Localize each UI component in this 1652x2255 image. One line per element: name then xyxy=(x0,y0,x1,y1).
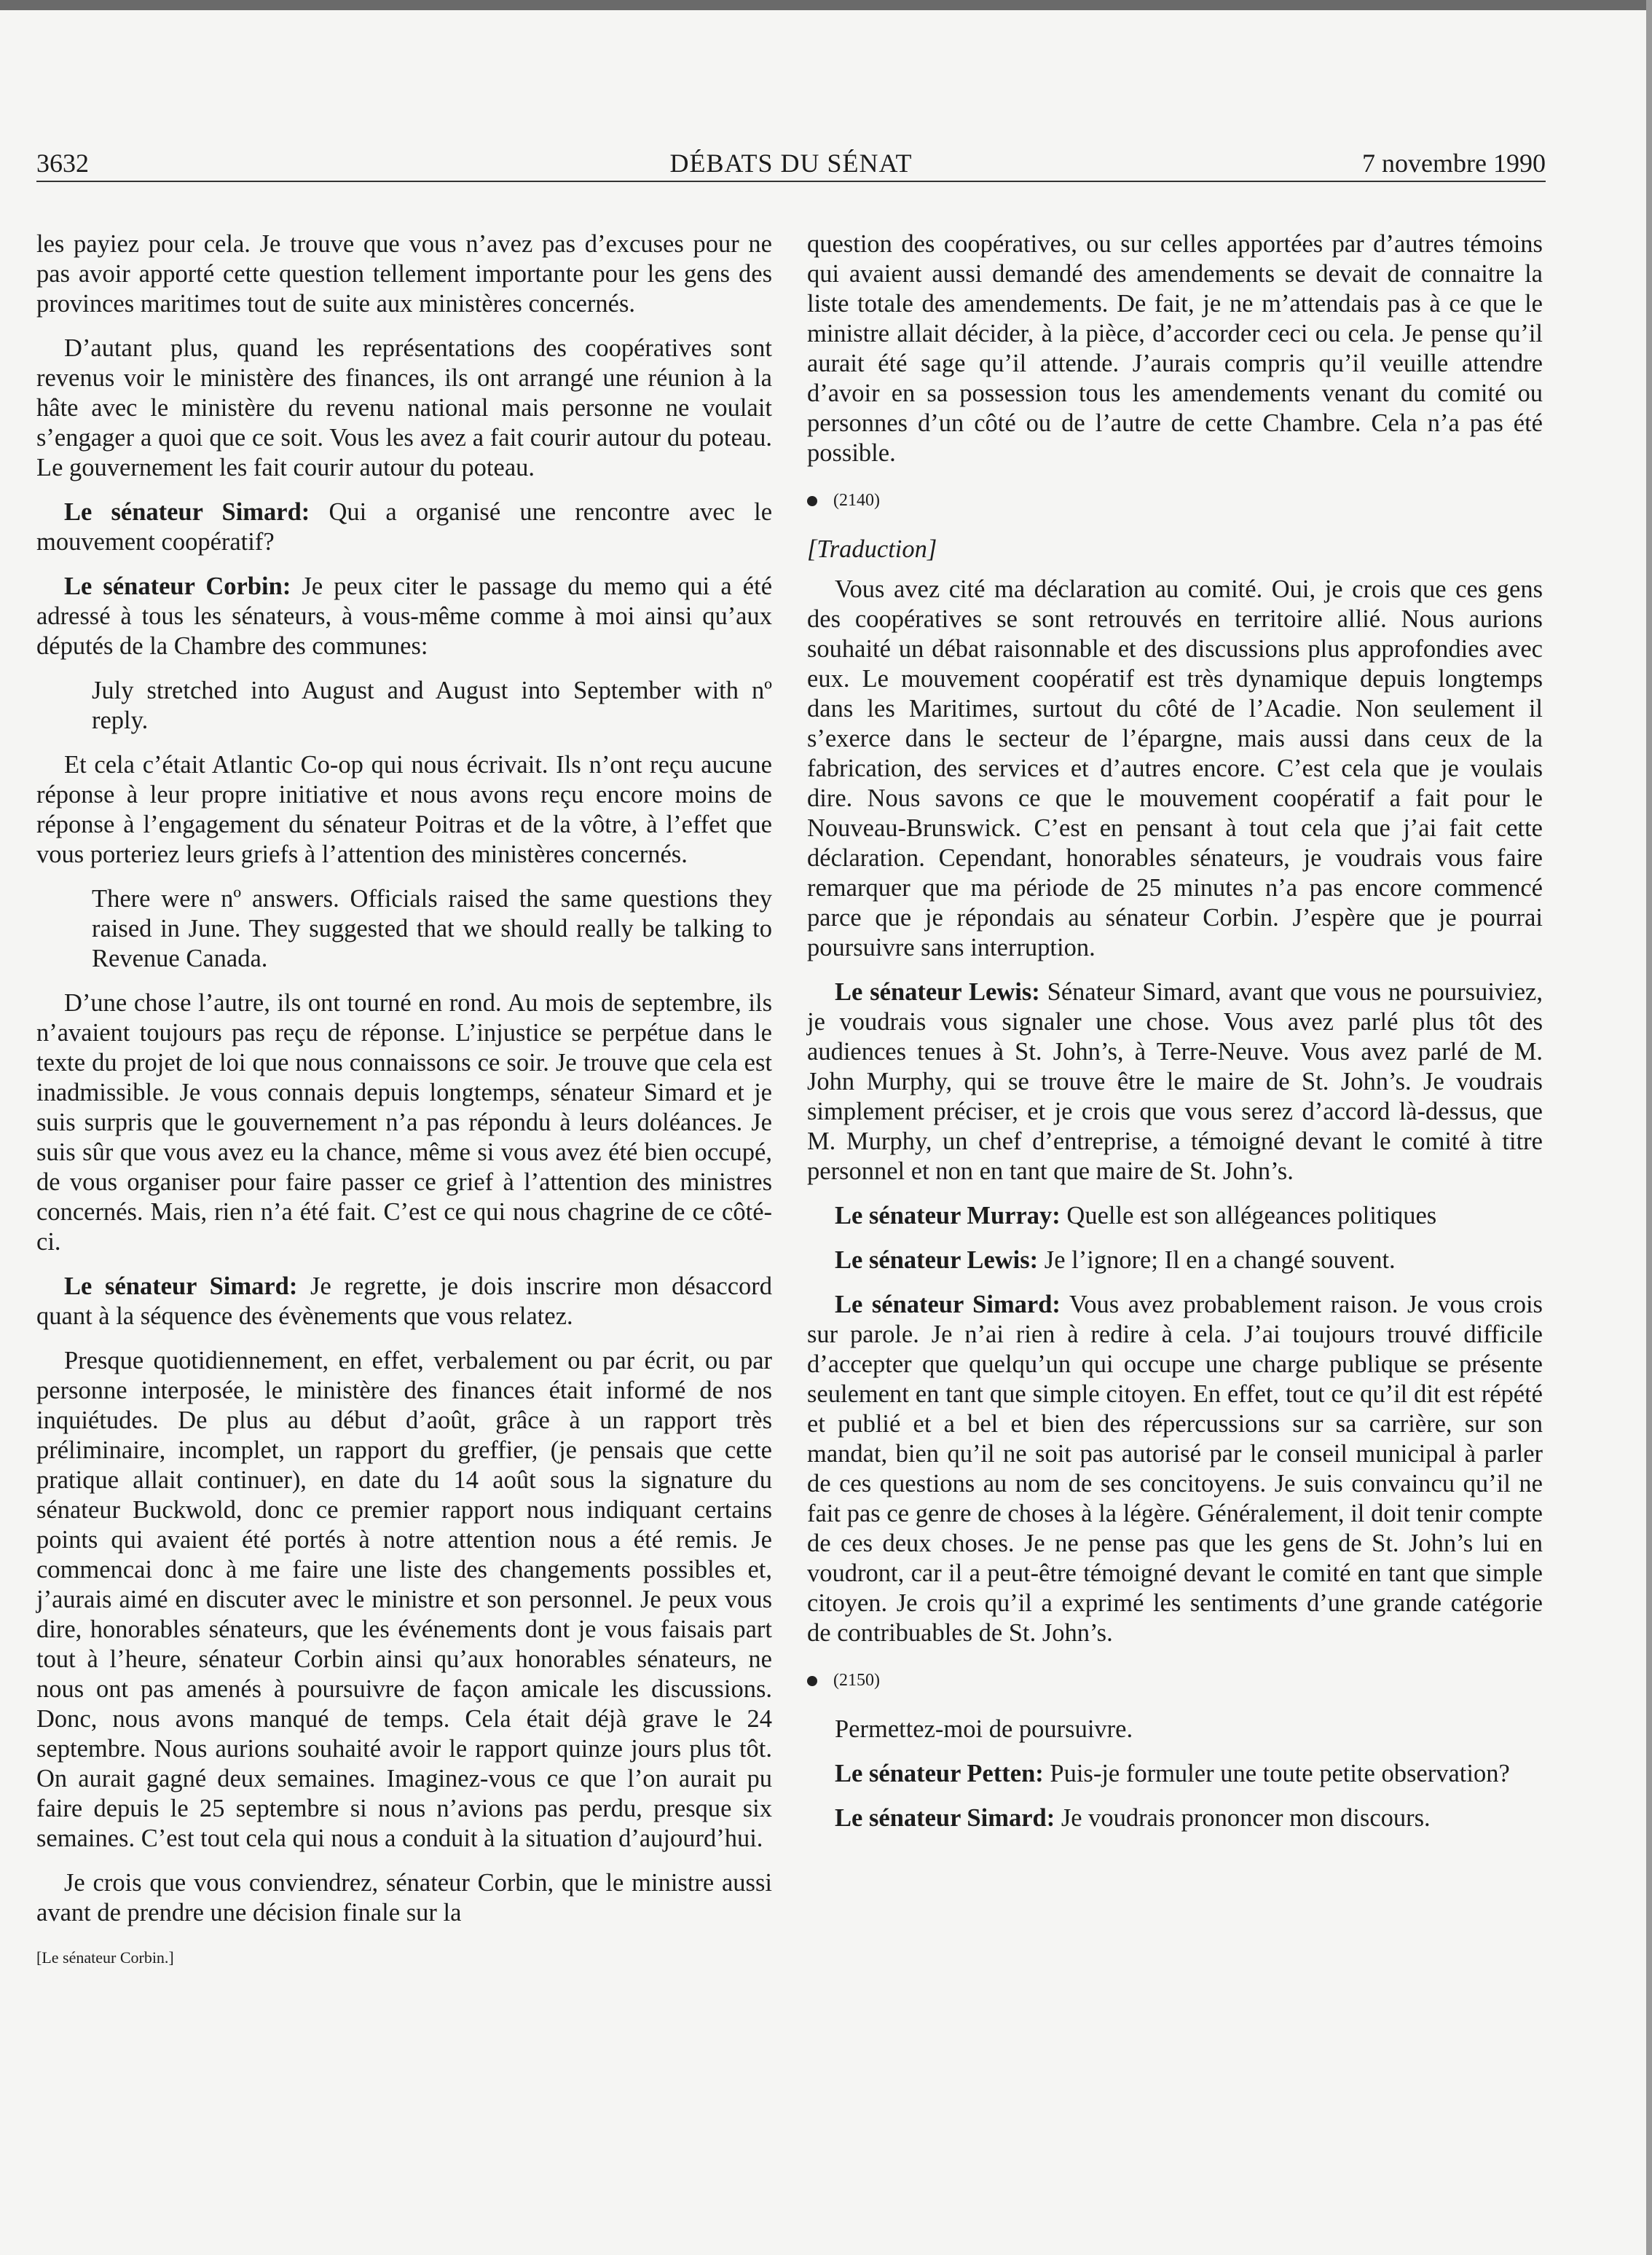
footnote: [Le sénateur Corbin.] xyxy=(36,1948,174,1967)
speech xyxy=(807,1201,1543,1231)
paragraph: Et cela c’était Atlantic Co-op qui nous écrivait. Ils n’ont reçu aucune réponse à leur propre initiative et nous avons reçu encore moins de réponse à l’engagement du sénateur Poitras et de la vôtre, à l’effet que vous porteriez leurs griefs à l’attention des ministères concernés. xyxy=(36,751,772,868)
time-marker-label: (2140) xyxy=(833,491,880,510)
translation-label: [Traduction] xyxy=(807,535,937,563)
paragraph: Vous avez cité ma déclaration au comité. Oui, je crois que ces gens des coopératives se sont retrouvés en territoire allié. Nous aurions souhaité un débat raisonnable et des discussions plus approfondies avec eux. Le mouvement coopératif est très dynamique depuis longtemps dans les Maritimes, surtout du côté de l’Acadie. Non seulement il s’exerce dans le secteur de l’épargne, mais aussi dans ceux de la fabrication, des services et d’autres encore. C’est cela que je voulais dire. Nous savons ce que le mouvement coopératif a fait pour le Nouveau-Brunswick. C’est en pensant à tout cela que j’ai fait cette déclaration. Cependant, honorables sénateurs, je voudrais vous faire remarquer que ma période de 25 minutes n’a pas encore commencé parce que je répondais au sénateur Corbin. J’espère que je pourrai poursuivre sans interruption. xyxy=(807,575,1543,961)
speaker-name: Le sénateur Lewis: xyxy=(835,1246,1039,1274)
block-quote: There were nº answers. Officials raised the same questions they raised in June. They suggested that we should really be talking to Revenue Canada. xyxy=(92,885,772,972)
paragraph: Presque quotidiennement, en effet, verbalement ou par écrit, ou par personne interposée, le ministère des finances était informé de nos inquiétudes. De plus au début d’août, grâce à un rapport très préliminaire, incomplet, un rapport du greffier, (je pensais que cette pratique allait continuer), en date du 14 août sous la signature du sénateur Buckwold, donc ce premier rapport nous indiquant certains points qui avaient été portés à notre attention nous a été remis. Je commencai donc à me faire une liste des changements possibles et, j’aurais aimé en discuter avec le ministre et son personnel. Je peux vous dire, honorables sénateurs, que les événements dont je vous faisais part tout à l’heure, sénateur Corbin ainsi qu’aux honorables sénateurs, ne nous ont pas amenés à poursuivre de façon amicale les discussions. Donc, nous avons manqué de temps. Cela était déjà grave le 24 septembre. Nous aurions souhaité avoir le rapport quinze jours plus tôt. On aurait gagné deux semaines. Imaginez-vous ce que l’on aurait pu faire depuis le 25 septembre si nous n’avions pas perdu, presque six semaines. C’est tout cela qui nous a conduit à la situation d’aujourd’hui. xyxy=(36,1347,772,1852)
speech-text: Vous avez probablement raison. Je vous crois sur parole. Je n’ai rien à redire à cela. J’ai toujours trouvé difficile d’accepter que quelqu’un qui occupe une charge publique se présente seulement en tant que simple citoyen. En effet, tout ce qu’il dit est répété et publié et a bel et bien des répercussions sur sa carrière, sur son mandat, bien qu’il ne soit pas autorisé par le conseil municipal à parler de ces questions au nom de ses concitoyens. Je suis convaincu qu’il ne fait pas ce genre de choses à la légère. Généralement, il doit tenir compte de ces deux choses. Je ne pense pas que les gens de St. John’s lui en voudront, car il a peut-être témoigné devant le comité en tant que simple citoyen. Je crois qu’il a exprimé les sentiments d’une grande catégorie de contribuables de St. John’s. xyxy=(807,1291,1543,1647)
bullet-icon xyxy=(807,1676,817,1686)
speech-text: Je l’ignore; Il en a changé souvent. xyxy=(1044,1246,1396,1274)
speech-text: Quelle est son allégeances politiques xyxy=(1066,1202,1437,1229)
speech xyxy=(807,1245,1543,1275)
speaker-name: Le sénateur Simard: xyxy=(835,1291,1061,1318)
speech-text: Je regrette, je dois inscrire mon désaccord quant à la séquence des évènements que vous relatez. xyxy=(36,1272,773,1330)
speech-text: Qui a organisé une rencontre avec le mouvement coopératif? xyxy=(36,498,773,556)
paragraph: D’une chose l’autre, ils ont tourné en rond. Au mois de septembre, ils n’avaient toujours pas reçu de réponse. L’injustice se perpétue dans le texte du projet de loi que nous connaissons ce soir. Je trouve que cela est inadmissible. Je vous connais depuis longtemps, sénateur Simard et je suis surpris que le gouvernement n’a pas répondu à leurs doléances. Je suis sûr que vous avez eu la chance, même si vous avez été bien occupé, de vous organiser pour faire passer ce grief à l’attention des ministres concernés. Mais, rien n’a été fait. C’est ce qui nous chagrine de ce côté-ci. xyxy=(36,989,772,1256)
paragraph: D’autant plus, quand les représentations des coopératives sont revenus voir le ministère des finances, ils ont arrangé une réunion à la hâte avec le ministère du revenu national mais personne ne voulait s’engager a quoi que ce soit. Vous les avez a fait courir autour du poteau. Le gouvernement les fait courir autour du poteau. xyxy=(36,334,772,481)
speech xyxy=(807,1290,1543,1648)
page-title: DÉBATS DU SÉNAT xyxy=(669,149,913,178)
scan-edge xyxy=(1646,0,1652,2255)
speech xyxy=(807,1759,1543,1789)
page-number: 3632 xyxy=(36,149,89,178)
speech xyxy=(36,497,772,557)
paragraph: Permettez-moi de poursuivre. xyxy=(835,1715,1133,1743)
right-column xyxy=(807,229,1543,1848)
time-marker xyxy=(807,486,1543,516)
speech xyxy=(807,1803,1543,1833)
block-quote: July stretched into August and August into September with nº reply. xyxy=(92,677,772,734)
scan-border xyxy=(0,0,1652,10)
speech xyxy=(36,1272,772,1331)
bullet-icon xyxy=(807,496,817,506)
time-marker-label: (2150) xyxy=(833,1671,880,1690)
speaker-name: Le sénateur Petten: xyxy=(835,1760,1044,1787)
speaker-name: Le sénateur Simard: xyxy=(835,1804,1055,1832)
speaker-name: Le sénateur Simard: xyxy=(64,498,310,526)
speaker-name: Le sénateur Corbin: xyxy=(64,572,291,600)
speech xyxy=(36,572,772,661)
speech-text: Sénateur Simard, avant que vous ne poursuiviez, je voudrais vous signaler une chose. Vous avez parlé plus tôt des audiences tenues à St. John’s, à Terre-Neuve. Vous avez parlé de M. John Murphy, qui se trouve être le maire de St. John’s. Je voudrais simplement préciser, et je crois que vous serez d’accord là-dessus, que M. Murphy, un chef d’entreprise, a témoigné devant le comité à titre personnel et non en tant que maire de St. John’s. xyxy=(807,978,1543,1185)
paragraph: Je crois que vous conviendrez, sénateur Corbin, que le ministre aussi avant de prendre une décision finale sur la xyxy=(36,1869,772,1927)
speech xyxy=(807,977,1543,1186)
speaker-name: Le sénateur Lewis: xyxy=(835,978,1040,1006)
left-column xyxy=(36,229,772,1972)
paragraph: question des coopératives, ou sur celles apportées par d’autres témoins qui avaient aussi demandé des amendements se devait de connaitre la liste totale des amendements. De fait, je ne m’attendais pas à ce que le ministre allait décider, à la pièce, d’accorder ceci ou cela. Je pense qu’il aurait été sage qu’il attende. J’aurais compris qu’il veuille attendre d’avoir en sa possession tous les amendements venant du comité ou personnes d’un côté ou de l’autre de cette Chambre. Cela n’a pas été possible. xyxy=(807,230,1543,467)
speech-text: Puis-je formuler une toute petite observation? xyxy=(1050,1760,1510,1787)
speaker-name: Le sénateur Simard: xyxy=(64,1272,298,1300)
speaker-name: Le sénateur Murray: xyxy=(835,1202,1061,1229)
time-marker xyxy=(807,1666,1543,1696)
page-header xyxy=(36,146,1546,182)
speech-text: Je peux citer le passage du memo qui a été adressé à tous les sénateurs, à vous-même comme à moi ainsi qu’aux députés de la Chambre des communes: xyxy=(36,572,773,660)
speech-text: Je voudrais prononcer mon discours. xyxy=(1061,1804,1431,1832)
paragraph: les payiez pour cela. Je trouve que vous n’avez pas d’excuses pour ne pas avoir apporté cette question tellement importante pour les gens des provinces maritimes tout de suite aux ministères concernés. xyxy=(36,230,772,318)
page-date: 7 novembre 1990 xyxy=(1362,149,1546,178)
